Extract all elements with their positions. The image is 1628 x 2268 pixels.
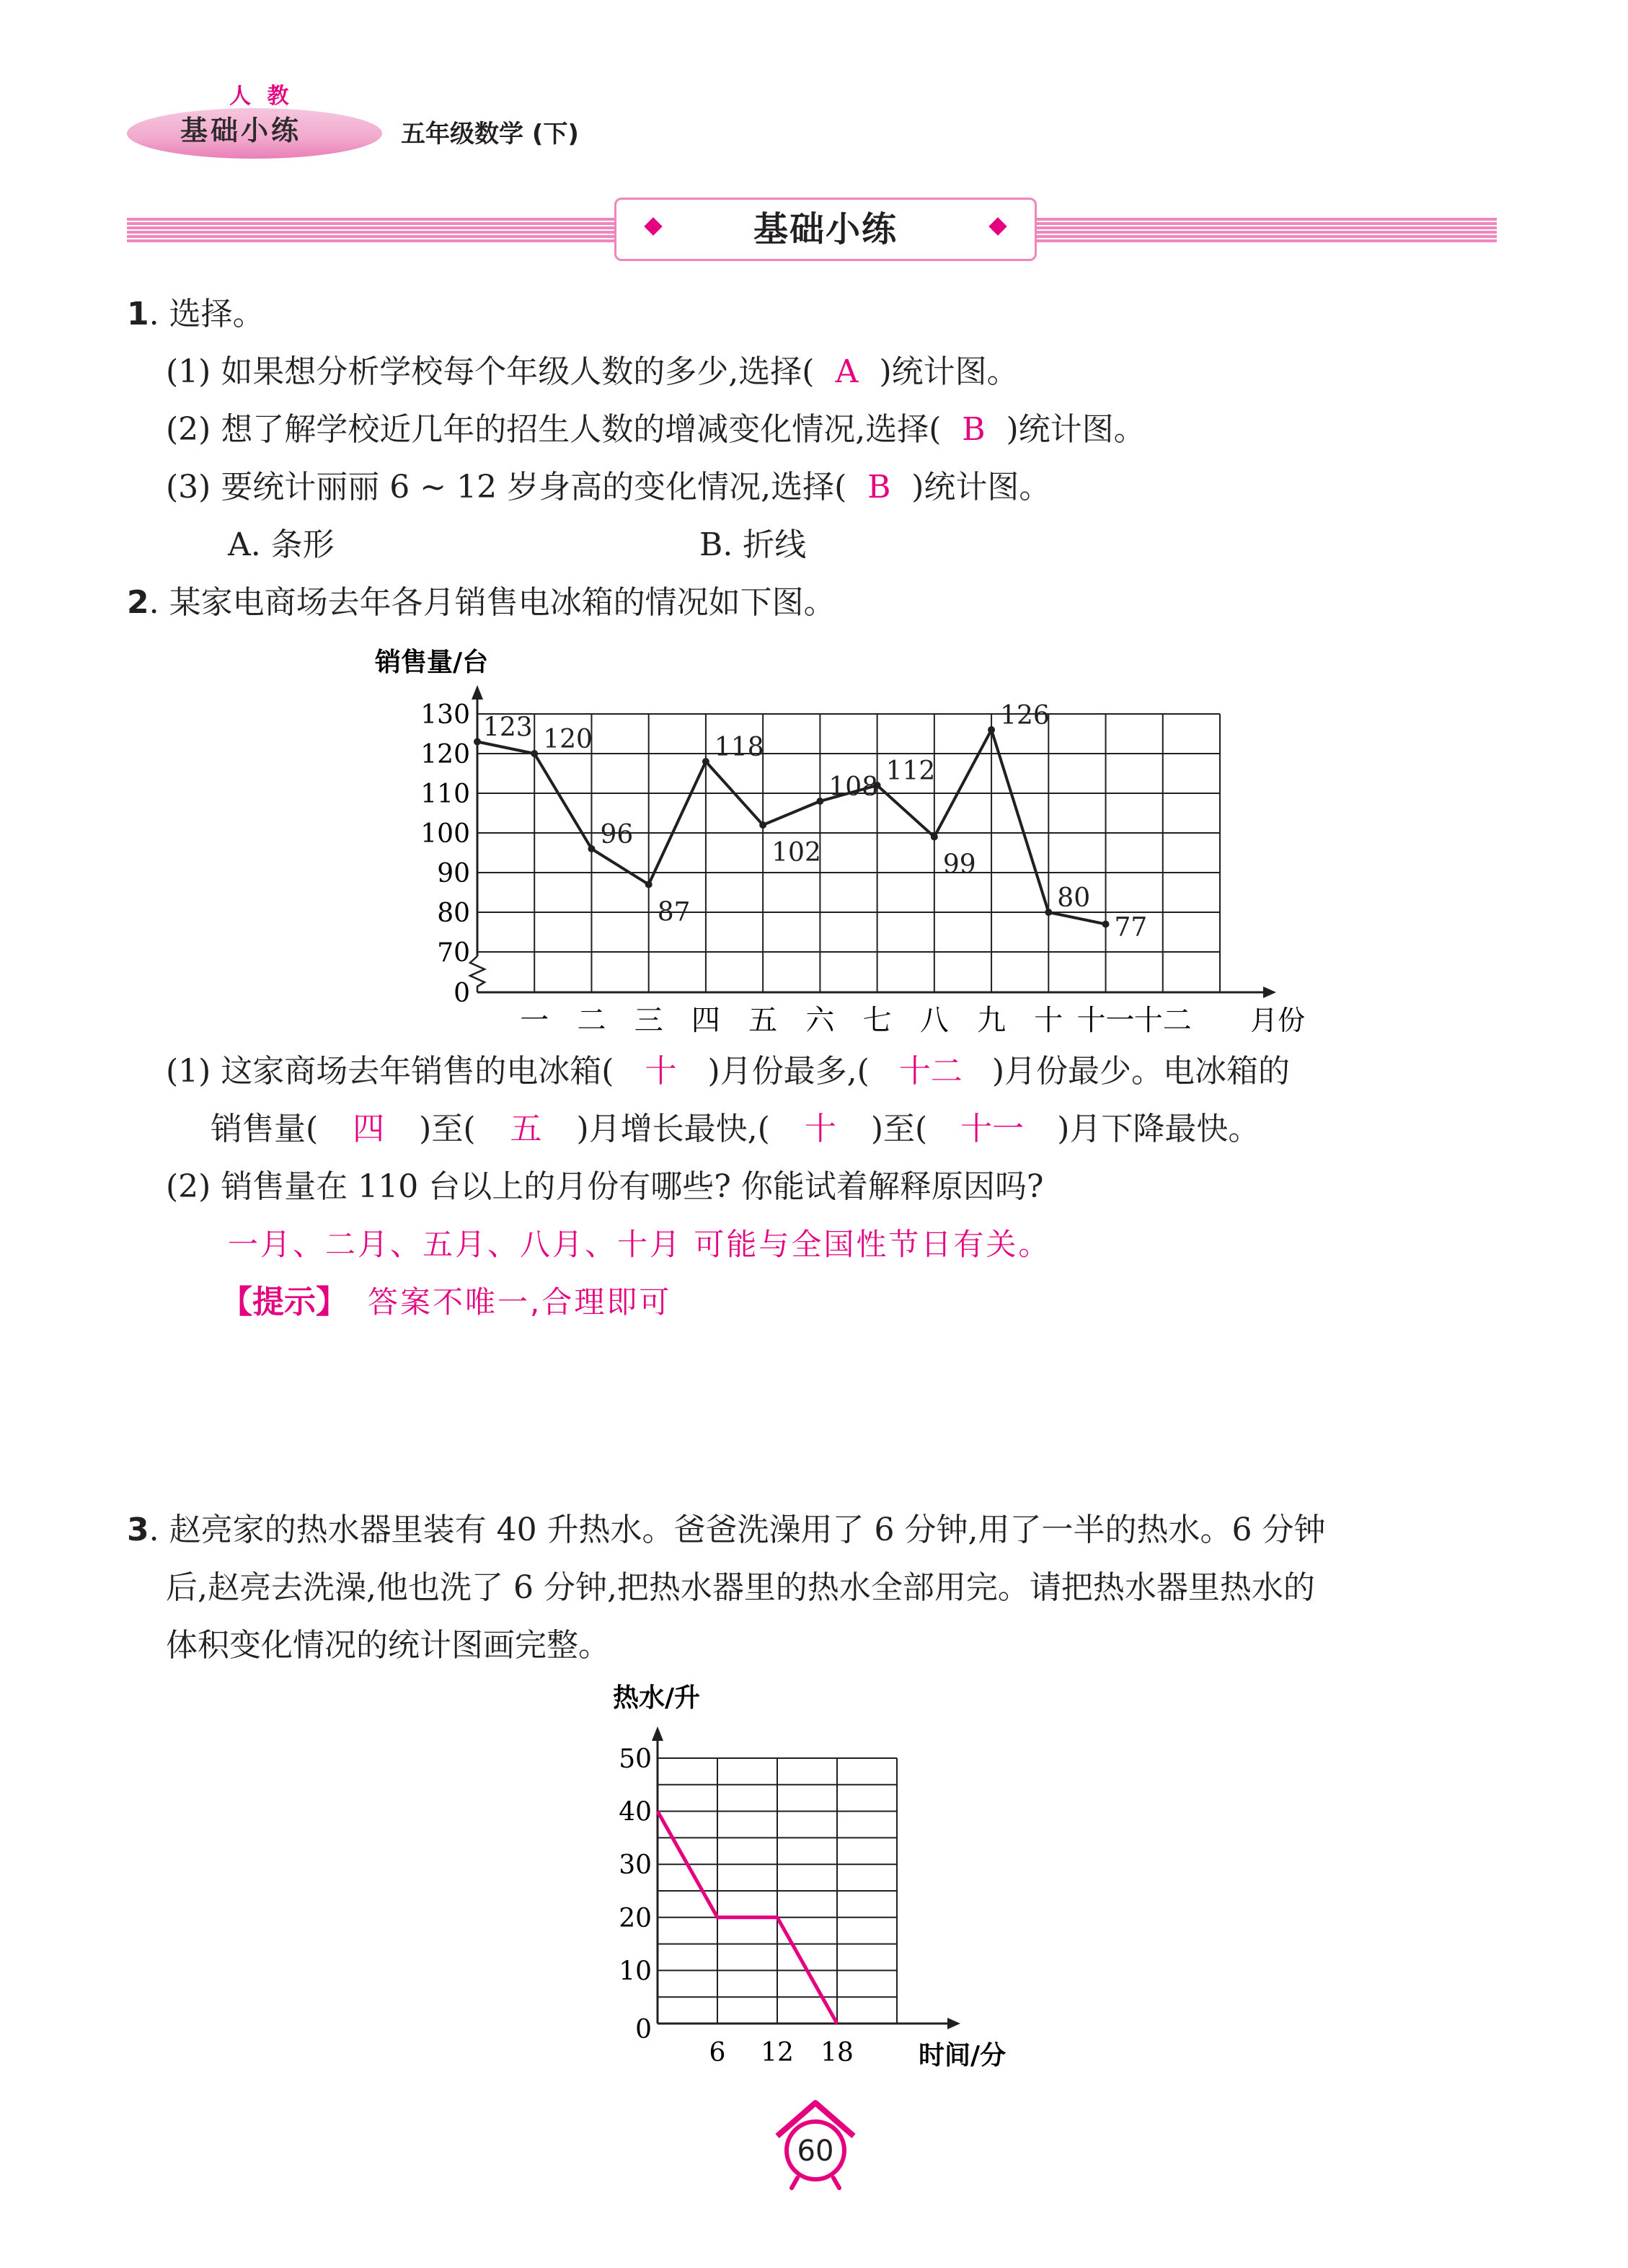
hint-label: 【提示】 — [221, 1284, 348, 1320]
chart-y-axis-label: 销售量/台 — [375, 648, 489, 677]
chart-axes — [652, 1726, 960, 2029]
x-tick-label: 18 — [820, 2038, 854, 2068]
question-2-sub-1-line-1: (1) 这家商场去年销售的电冰箱( 十 )月份最多,( 十二 )月份最少。电冰箱的 — [166, 1051, 1290, 1092]
y-tick-label: 130 — [420, 700, 470, 730]
y-axis-arrow-icon — [652, 1726, 663, 1741]
question-1-stem: 1. 选择。 — [127, 296, 265, 332]
x-tick-label: 二 — [577, 1004, 606, 1037]
option-b: B. 折线 — [699, 526, 807, 563]
answer-blank: B — [867, 469, 891, 506]
data-label: 112 — [885, 756, 936, 786]
x-tick-label: 五 — [748, 1004, 778, 1037]
data-point — [531, 750, 538, 757]
question-3-line-1: 3. 赵亮家的热水器里装有 40 升热水。爸爸洗澡用了 6 分钟,用了一半的热水。6 分钟 — [127, 1512, 1326, 1548]
chart-x-ticks — [520, 1004, 1192, 1037]
question-1-item-2: (2) 想了解学校近几年的招生人数的增减变化情况,选择( B )统计图。 — [166, 410, 1146, 450]
data-label: 77 — [1114, 912, 1148, 943]
chart-y-ticks — [619, 1744, 652, 2044]
y-tick-label: 100 — [420, 819, 470, 849]
data-point — [474, 738, 481, 746]
data-label: 87 — [657, 897, 691, 927]
x-tick-label: 八 — [919, 1004, 949, 1037]
book-grade-title: 五年级数学 (下) — [401, 120, 579, 149]
chart-x-axis-label: 月份 — [1250, 1005, 1306, 1036]
data-label: 126 — [1000, 701, 1050, 731]
answer-blank: 十一 — [960, 1111, 1025, 1147]
x-tick-label: 六 — [805, 1004, 835, 1037]
answer-blank: 十 — [645, 1053, 677, 1090]
section-title-box — [614, 198, 1037, 261]
y-tick-label: 0 — [635, 2015, 652, 2044]
data-label: 120 — [543, 725, 593, 754]
question-2-stem: 2. 某家电商场去年各月销售电冰箱的情况如下图。 — [127, 584, 836, 621]
question-2-answer: 一月、二月、五月、八月、十月 可能与全国性节日有关。 — [228, 1227, 1051, 1262]
x-tick-label: 三 — [634, 1004, 663, 1037]
question-3-line-2: 后,赵亮去洗澡,他也洗了 6 分钟,把热水器里的热水全部用完。请把热水器里热水的 — [166, 1569, 1315, 1606]
data-label: 123 — [483, 712, 533, 743]
x-tick-label: 十二 — [1133, 1004, 1192, 1037]
data-point — [988, 726, 995, 733]
y-tick-label: 30 — [619, 1850, 652, 1881]
diamond-icon — [644, 217, 662, 235]
question-2-sub-1-line-2: 销售量( 四 )至( 五 )月增长最快,( 十 )至( 十一 )月下降最快。 — [211, 1109, 1260, 1150]
chart-x-axis-label: 时间/分 — [919, 2041, 1007, 2070]
data-label: 96 — [600, 820, 634, 850]
y-tick-label: 90 — [437, 859, 470, 888]
logo-text: 基础小练 — [180, 115, 302, 146]
x-tick-label: 十 — [1034, 1004, 1063, 1037]
x-axis-arrow-icon — [1263, 987, 1276, 998]
y-tick-label: 120 — [420, 740, 470, 769]
question-1-item-1: (1) 如果想分析学校每个年级人数的多少,选择( A )统计图。 — [166, 352, 1019, 392]
y-axis-arrow-icon — [472, 685, 483, 700]
data-point — [816, 798, 823, 805]
data-label: 108 — [828, 772, 879, 802]
chart-y-axis-label: 热水/升 — [613, 1683, 701, 1713]
data-point — [931, 834, 938, 841]
y-tick-label: 50 — [619, 1744, 652, 1774]
answer-blank: 十 — [804, 1111, 836, 1147]
data-label: 80 — [1057, 883, 1091, 913]
x-tick-label: 十一 — [1076, 1004, 1135, 1037]
y-tick-label: 70 — [437, 938, 470, 968]
y-tick-label: 80 — [437, 899, 470, 928]
y-tick-label: 0 — [454, 979, 470, 1008]
y-tick-label: 40 — [619, 1797, 652, 1827]
data-label: 102 — [771, 838, 821, 868]
data-point — [1102, 921, 1110, 928]
answer-blank: 十二 — [898, 1053, 963, 1090]
hot-water-line-chart — [591, 1673, 1024, 2077]
x-tick-label: 12 — [761, 2038, 794, 2068]
answer-blank: 四 — [353, 1111, 385, 1147]
data-label: 99 — [942, 850, 976, 880]
x-tick-label: 一 — [520, 1004, 549, 1037]
logo-superscript: 人 教 — [229, 84, 293, 109]
answer-blank: 五 — [510, 1111, 542, 1147]
x-axis-arrow-icon — [947, 2018, 960, 2029]
option-a: A. 条形 — [228, 526, 335, 563]
chart-grid — [658, 1758, 897, 2024]
sales-line-chart — [346, 635, 1306, 1038]
chart-y-ticks — [420, 700, 470, 1008]
answer-blank: A — [835, 353, 859, 390]
page-number-badge — [770, 2091, 861, 2192]
hint — [221, 1282, 671, 1323]
series-line — [477, 730, 1106, 925]
section-title: 基础小练 — [753, 209, 898, 250]
data-point — [702, 758, 709, 765]
title-band-right — [1030, 218, 1497, 242]
question-3-line-3: 体积变化情况的统计图画完整。 — [166, 1627, 610, 1664]
y-tick-label: 20 — [619, 1903, 652, 1933]
chart-series-line — [474, 726, 1110, 928]
axis-break-icon — [470, 956, 485, 992]
y-tick-label: 10 — [619, 1956, 652, 1987]
y-tick-label: 110 — [420, 780, 470, 809]
question-2-sub-2: (2) 销售量在 110 台以上的月份有哪些? 你能试着解释原因吗? — [166, 1168, 1044, 1205]
data-point — [588, 845, 595, 852]
chart-grid — [477, 714, 1220, 992]
hint-text: 答案不唯一,合理即可 — [368, 1284, 672, 1320]
data-label: 118 — [714, 733, 764, 762]
x-tick-label: 四 — [691, 1004, 720, 1037]
question-1-item-3: (3) 要统计丽丽 6 ~ 12 岁身高的变化情况,选择( B )统计图。 — [166, 467, 1050, 508]
data-point — [759, 821, 766, 829]
page-number: 60 — [797, 2135, 834, 2168]
data-point — [1045, 909, 1052, 916]
title-band-left — [127, 218, 617, 242]
x-tick-label: 七 — [862, 1004, 892, 1037]
answer-blank: B — [962, 411, 986, 448]
chart-x-ticks — [709, 2038, 854, 2068]
x-tick-label: 6 — [709, 2038, 726, 2068]
data-point — [645, 881, 652, 888]
diamond-icon — [988, 217, 1007, 235]
x-tick-label: 九 — [977, 1004, 1007, 1037]
